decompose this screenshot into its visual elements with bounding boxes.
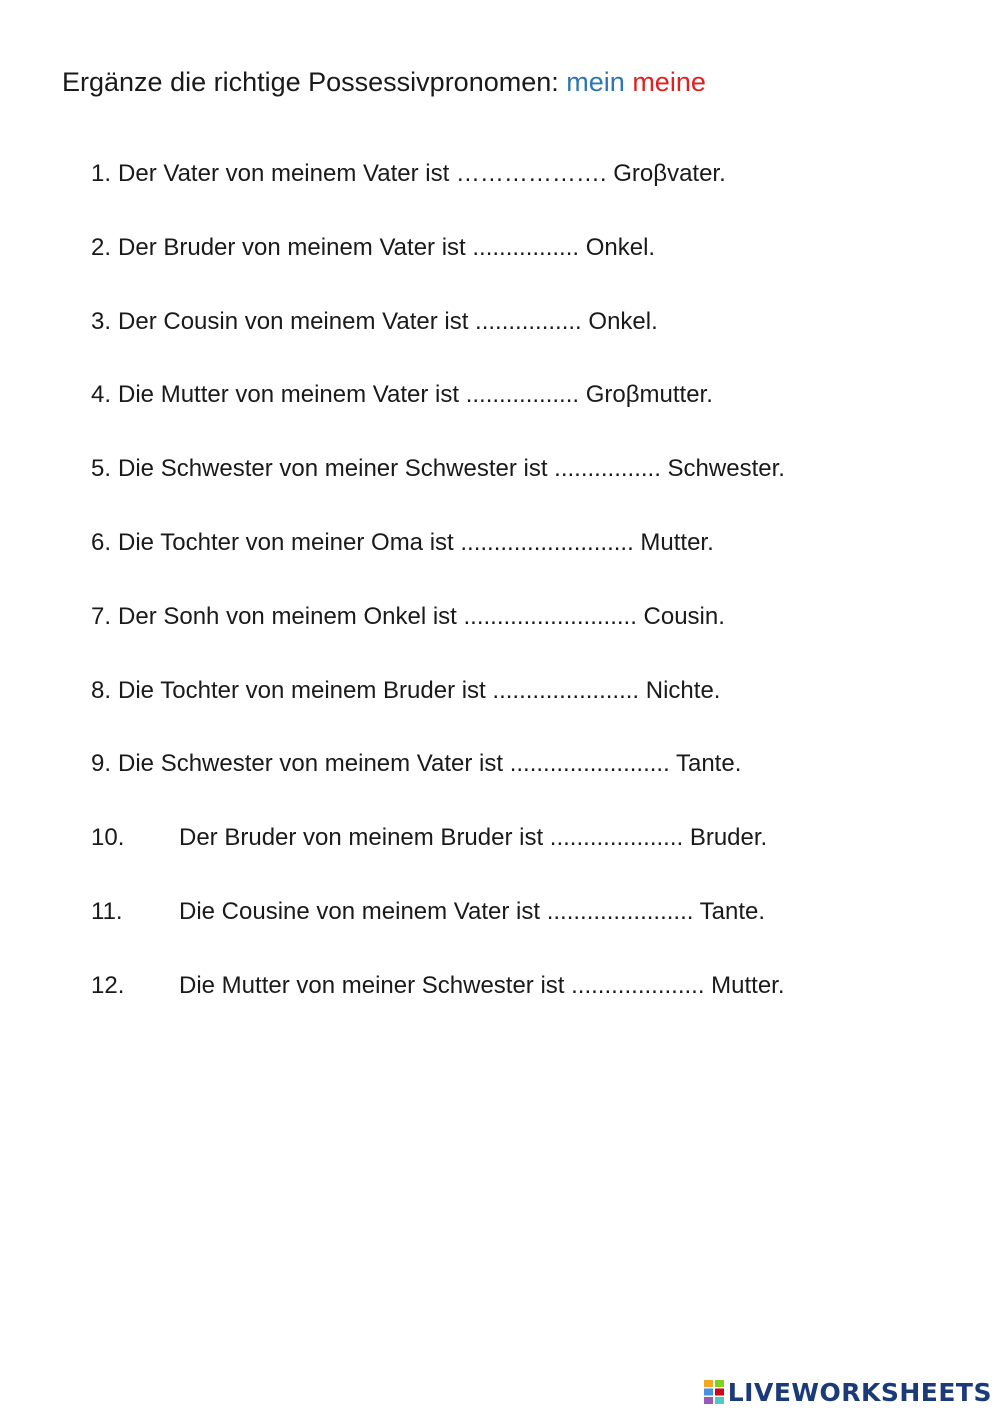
item-number: 11. — [91, 897, 123, 925]
exercise-item-2 — [91, 229, 971, 303]
exercise-item-5 — [91, 450, 971, 524]
title-word-meine: meine — [632, 67, 706, 97]
item-number: 6. — [91, 528, 112, 556]
item-number: 10. — [91, 824, 125, 852]
item-number: 8. — [91, 676, 112, 704]
item-text: Der Vater von meinem Vater ist ………………. Groβvater. — [118, 160, 726, 187]
exercise-item-7 — [91, 598, 971, 672]
item-number: 7. — [91, 602, 112, 630]
liveworksheets-logo-icon — [704, 1380, 724, 1404]
item-number: 1. — [91, 160, 112, 187]
title-word-mein: mein — [566, 67, 625, 97]
title-prefix: Ergänze die richtige Possessivpronomen: — [62, 67, 567, 97]
item-text: Der Bruder von meinem Vater ist ................ Onkel. — [118, 233, 656, 261]
exercise-item-9 — [91, 745, 971, 819]
item-number: 3. — [91, 307, 112, 335]
worksheet-title — [62, 62, 706, 102]
item-text: Die Tochter von meiner Oma ist .......................... Mutter. — [118, 528, 714, 556]
exercise-item-12 — [91, 967, 971, 1041]
exercise-item-3 — [91, 303, 971, 377]
exercise-item-11 — [91, 893, 971, 967]
item-text: Die Schwester von meiner Schwester ist ................ Schwester. — [118, 455, 785, 483]
item-text: Die Mutter von meinem Vater ist ................. Groβmutter. — [118, 381, 713, 409]
item-text: Die Tochter von meinem Bruder ist ...................... Nichte. — [118, 676, 721, 704]
exercise-item-1 — [91, 155, 971, 229]
item-number: 2. — [91, 233, 112, 261]
item-text: Der Bruder von meinem Bruder ist .................... Bruder. — [179, 824, 768, 852]
liveworksheets-branding[interactable] — [704, 1375, 992, 1409]
item-number: 9. — [91, 750, 112, 778]
item-text: Der Sonh von meinem Onkel ist .......................... Cousin. — [118, 602, 725, 630]
item-number: 4. — [91, 381, 112, 409]
exercise-list — [91, 155, 971, 1041]
item-number: 5. — [91, 455, 112, 483]
exercise-item-8 — [91, 672, 971, 746]
item-text: Die Mutter von meiner Schwester ist .................... Mutter. — [179, 971, 785, 999]
liveworksheets-logo-text: LIVEWORKSHEETS — [727, 1377, 992, 1407]
exercise-item-4 — [91, 376, 971, 450]
item-text: Die Cousine von meinem Vater ist ...................... Tante. — [179, 897, 766, 925]
item-text: Der Cousin von meinem Vater ist ................ Onkel. — [118, 307, 658, 335]
exercise-item-10 — [91, 819, 971, 893]
exercise-item-6 — [91, 524, 971, 598]
item-text: Die Schwester von meinem Vater ist ........................ Tante. — [118, 750, 742, 778]
item-number: 12. — [91, 971, 125, 999]
